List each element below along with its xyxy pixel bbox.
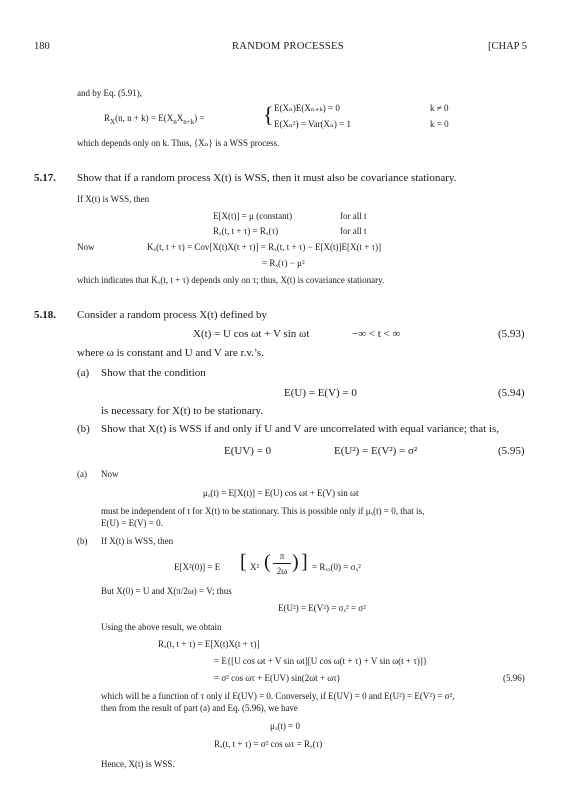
p518-definition: X(t) = U cos ωt + V sin ωt [193,328,310,340]
solution-a-label: (a) [77,469,87,479]
p517-covariance-1: Kₓ(t, t + τ) = Cov[X(t)X(t + τ)] = Rₓ(t, t + τ) − E[X(t)]E[X(t + τ)] [147,242,382,252]
p518-part-a-text: Show that the condition [101,367,206,379]
p517-if-line: If X(t) is WSS, then [77,194,150,204]
p518-part-a-after: is necessary for X(t) to be stationary. [101,405,264,417]
chapter-label: [CHAP 5 [488,41,527,52]
p517-now: Now [77,242,95,252]
solution-b-using: Using the above result, we obtain [101,622,222,632]
p518-part-b-text: Show that X(t) is WSS if and only if U and V are uncorrelated with equal variance; that is, [101,423,500,435]
p518-part-a-eq: E(U) = E(V) = 0 [284,387,357,399]
solution-b-eq-lhs: E[X²(0)] = E [174,562,221,572]
solution-a-mean-eq: μₓ(t) = E[X(t)] = E(U) cos ωt + E(V) sin ωt [203,488,359,498]
solution-b-eq-inner: X² [250,562,260,572]
solution-b-r-line-2: = E{[U cos ωt + V sin ωt][U cos ω(t + τ) + V sin ω(t + τ)]} [214,656,428,666]
p518-where: where ω is constant and U and V are r.v.’s. [77,347,264,359]
cases-brace: { [263,102,274,127]
case-2: E(Xₙ²) = Var(Xₙ) = 1 [274,119,351,129]
problem-number-5-18: 5.18. [34,309,56,321]
fraction-bar [273,563,291,564]
page-number: 180 [34,41,50,52]
continuation-intro: and by Eq. (5.91), [77,88,142,98]
solution-b-r-line-3: = σ² cos ωτ + E(UV) sin(2ωt + ωτ) [214,673,340,683]
solution-b-eq-rhs: = Rₓₓ(0) = σₓ² [312,562,361,572]
solution-b-final-mean: μₓ(t) = 0 [270,721,301,731]
solution-b-which-2: then from the result of part (a) and Eq. (5.96), we have [101,703,298,713]
p518-definition-range: −∞ < t < ∞ [352,328,401,340]
problem-5-17-statement: Show that if a random process X(t) is WSS, then it must also be covariance stationary. [77,172,457,184]
eq-tag-5-95: (5.95) [498,445,525,457]
solution-b-r-line-1: Rₓ(t, t + τ) = E[X(t)X(t + τ)] [158,639,260,649]
eq-tag-5-96: (5.96) [503,673,525,683]
paren-open: ( [264,551,271,573]
case-1-condition: k ≠ 0 [430,103,449,113]
solution-b-text: If X(t) is WSS, then [101,536,174,546]
eq-tag-5-93: (5.93) [498,328,525,340]
p517-covariance-2: = Rₓ(τ) − μ² [262,258,305,268]
bracket-open: [ [240,551,247,573]
solution-b-final-autocorr: Rₓ(t, t + τ) = σ² cos ωτ = Rₓ(τ) [214,739,323,749]
p517-eq-autocorr: Rₓ(t, t + τ) = Rₓ(τ) [213,226,279,236]
p518-part-b-eq2: E(U²) = E(V²) = σ² [334,445,418,457]
solution-a-text-1: must be independent of t for X(t) to be stationary. This is possible only if μₓ(t) = 0, that is, [101,506,425,516]
solution-b-but: But X(0) = U and X(π/2ω) = V; thus [101,586,232,596]
fraction-denominator: 2ω [276,566,288,576]
problem-5-18-statement: Consider a random process X(t) defined by [77,309,268,321]
paren-close: ) [292,551,299,573]
p517-eq-autocorr-cond: for all t [340,226,367,236]
solution-b-hence: Hence, X(t) is WSS. [101,759,175,769]
case-1: E(Xₙ)E(Xₙ₊ₖ) = 0 [274,103,340,113]
problem-number-5-17: 5.17. [34,172,56,184]
continuation-conclusion: which depends only on k. Thus, {Xₙ} is a WSS process. [77,138,280,148]
eq-tag-5-94: (5.94) [498,387,525,399]
running-title: RANDOM PROCESSES [232,41,344,52]
p518-part-b-eq1: E(UV) = 0 [224,445,272,457]
p517-eq-mean-cond: for all t [340,211,367,221]
solution-b-label: (b) [77,536,88,546]
solution-a-now: Now [101,469,119,479]
p517-conclusion: which indicates that Kₓ(t, t + τ) depends only on τ; thus, X(t) is covariance stationary. [77,275,385,285]
p517-eq-mean: E[X(t)] = μ (constant) [213,211,293,221]
bracket-close: ] [301,551,308,573]
solution-b-which-1: which will be a function of τ only if E(UV) = 0. Conversely, if E(UV) = 0 and E(U²) = E(V²) = σ², [101,691,455,701]
case-2-condition: k = 0 [430,119,449,129]
solution-a-text-2: E(U) = E(V) = 0. [101,518,163,528]
solution-b-variance-eq: E(U²) = E(V²) = σₓ² = σ² [278,603,366,613]
continuation-lhs: $R_X(n$, $n + k) = E(X_nX_{n+k})$ = [104,113,205,126]
p518-part-b-label: (b) [77,423,90,435]
p518-part-a-label: (a) [77,367,90,379]
fraction-numerator: π [279,551,285,561]
